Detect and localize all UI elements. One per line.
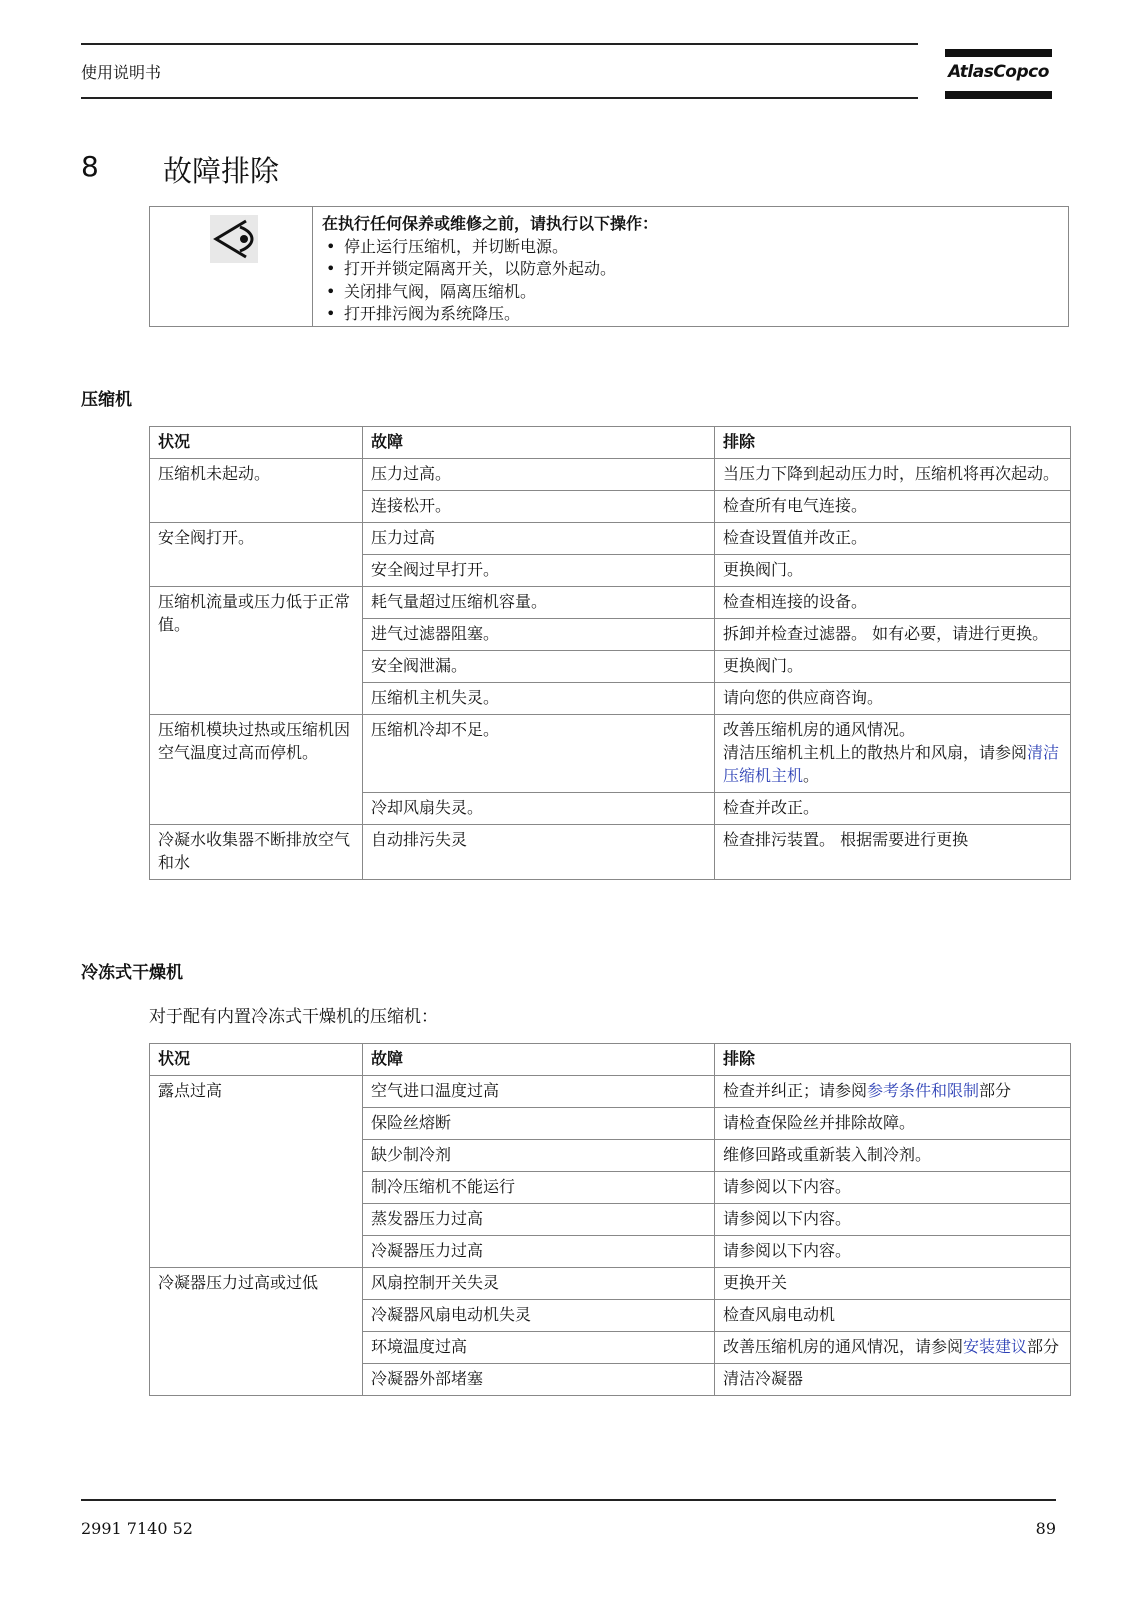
- table-row: [150, 1268, 1071, 1300]
- fault-cell: 连接松开。: [363, 491, 715, 523]
- fault-cell: 缺少制冷剂: [363, 1140, 715, 1172]
- remedy-line: 改善压缩机房的通风情况。: [723, 720, 916, 739]
- table-header-row: [150, 427, 1071, 459]
- logo-text: AtlasCopco: [948, 62, 1049, 82]
- remedy-cell: [715, 715, 1071, 793]
- table-row: [150, 459, 1071, 491]
- table-row: [150, 1076, 1071, 1108]
- fault-cell: 安全阀泄漏。: [363, 651, 715, 683]
- link-clean-compressor-element[interactable]: 清洁压缩机主机: [723, 743, 1060, 785]
- safety-step: • 打开排污阀为系统降压。: [344, 303, 658, 326]
- column-header-condition: 状况: [150, 1044, 363, 1076]
- safety-notice-text: [322, 213, 658, 326]
- remedy-cell: 检查所有电气连接。: [715, 491, 1071, 523]
- remedy-cell: 清洁冷凝器: [715, 1364, 1071, 1396]
- condition-cell: 压缩机模块过热或压缩机因空气温度过高而停机。: [150, 715, 363, 825]
- remedy-cell: [715, 1076, 1071, 1108]
- safety-notice-box: [149, 206, 1069, 327]
- logo-bottom-bar: [945, 91, 1052, 99]
- remedy-text: 部分: [1027, 1337, 1060, 1356]
- remedy-text: 检查并纠正；请参阅: [723, 1081, 868, 1100]
- section-title-compressor: 压缩机: [81, 390, 132, 410]
- condition-cell: 露点过高: [150, 1076, 363, 1268]
- remedy-cell: 请参阅以下内容。: [715, 1172, 1071, 1204]
- chapter-number: 8: [81, 150, 99, 183]
- remedy-cell: 检查排污装置。 根据需要进行更换: [715, 825, 1071, 880]
- safety-step: • 关闭排气阀，隔离压缩机。: [344, 281, 658, 304]
- remedy-cell: 更换阀门。: [715, 555, 1071, 587]
- fault-cell: 压缩机主机失灵。: [363, 683, 715, 715]
- warning-eye-icon: [210, 215, 258, 263]
- fault-cell: 耗气量超过压缩机容量。: [363, 587, 715, 619]
- remedy-text: 。: [803, 766, 820, 785]
- condition-cell: 冷凝水收集器不断排放空气和水: [150, 825, 363, 880]
- logo-top-bar: [945, 49, 1052, 57]
- fault-cell: 空气进口温度过高: [363, 1076, 715, 1108]
- header-bottom-rule: [81, 97, 918, 99]
- column-header-condition: 状况: [150, 427, 363, 459]
- remedy-cell: 检查相连接的设备。: [715, 587, 1071, 619]
- remedy-cell: 维修回路或重新装入制冷剂。: [715, 1140, 1071, 1172]
- condition-cell: 压缩机流量或压力低于正常值。: [150, 587, 363, 715]
- remedy-text: 部分: [979, 1081, 1012, 1100]
- table-row: [150, 523, 1071, 555]
- remedy-cell: 请检查保险丝并排除故障。: [715, 1108, 1071, 1140]
- document-number: 2991 7140 52: [81, 1519, 193, 1538]
- remedy-cell: 检查风扇电动机: [715, 1300, 1071, 1332]
- remedy-cell: 拆卸并检查过滤器。 如有必要，请进行更换。: [715, 619, 1071, 651]
- page-number: 89: [1035, 1519, 1056, 1538]
- table-row: [150, 715, 1071, 793]
- dryer-intro-text: 对于配有内置冷冻式干燥机的压缩机：: [149, 1007, 438, 1027]
- safety-step: • 打开并锁定隔离开关，以防意外起动。: [344, 258, 658, 281]
- compressor-troubleshooting-table: [149, 426, 1071, 880]
- fault-cell: 冷凝器风扇电动机失灵: [363, 1300, 715, 1332]
- chapter-title: 故障排除: [163, 154, 280, 188]
- remedy-cell: 请向您的供应商咨询。: [715, 683, 1071, 715]
- fault-cell: 冷凝器外部堵塞: [363, 1364, 715, 1396]
- remedy-cell: 更换阀门。: [715, 651, 1071, 683]
- safety-icon-cell: [150, 207, 313, 326]
- condition-cell: 压缩机未起动。: [150, 459, 363, 523]
- safety-notice-heading: 在执行任何保养或维修之前，请执行以下操作：: [322, 214, 659, 233]
- column-header-fault: 故障: [363, 1044, 715, 1076]
- remedy-cell: 检查并改正。: [715, 793, 1071, 825]
- fault-cell: 蒸发器压力过高: [363, 1204, 715, 1236]
- fault-cell: 压力过高。: [363, 459, 715, 491]
- safety-steps-list: [322, 236, 658, 326]
- fault-cell: 制冷压缩机不能运行: [363, 1172, 715, 1204]
- fault-cell: 冷却风扇失灵。: [363, 793, 715, 825]
- fault-cell: 保险丝熔断: [363, 1108, 715, 1140]
- fault-cell: 自动排污失灵: [363, 825, 715, 880]
- footer-rule: [81, 1499, 1056, 1501]
- link-installation-proposal[interactable]: 安装建议: [963, 1337, 1028, 1356]
- remedy-text: 改善压缩机房的通风情况，请参阅: [723, 1337, 964, 1356]
- table-header-row: [150, 1044, 1071, 1076]
- link-reference-conditions[interactable]: 参考条件和限制: [867, 1081, 980, 1100]
- remedy-cell: 当压力下降到起动压力时，压缩机将再次起动。: [715, 459, 1071, 491]
- fault-cell: 风扇控制开关失灵: [363, 1268, 715, 1300]
- fault-cell: 压力过高: [363, 523, 715, 555]
- safety-step: • 停止运行压缩机，并切断电源。: [344, 236, 658, 259]
- column-header-fault: 故障: [363, 427, 715, 459]
- header-top-rule: [81, 43, 918, 45]
- remedy-cell: 请参阅以下内容。: [715, 1236, 1071, 1268]
- fault-cell: 压缩机冷却不足。: [363, 715, 715, 793]
- dryer-troubleshooting-table: [149, 1043, 1071, 1396]
- column-header-remedy: 排除: [715, 1044, 1071, 1076]
- fault-cell: 安全阀过早打开。: [363, 555, 715, 587]
- remedy-text: 清洁压缩机主机上的散热片和风扇，请参阅: [723, 743, 1028, 762]
- fault-cell: 进气过滤器阻塞。: [363, 619, 715, 651]
- remedy-cell: [715, 1332, 1071, 1364]
- fault-cell: 环境温度过高: [363, 1332, 715, 1364]
- remedy-cell: 请参阅以下内容。: [715, 1204, 1071, 1236]
- condition-cell: 安全阀打开。: [150, 523, 363, 587]
- remedy-cell: 更换开关: [715, 1268, 1071, 1300]
- remedy-line: [723, 741, 1062, 787]
- section-title-dryer: 冷冻式干燥机: [81, 963, 183, 983]
- table-row: [150, 587, 1071, 619]
- condition-cell: 冷凝器压力过高或过低: [150, 1268, 363, 1396]
- atlas-copco-logo: [945, 49, 1052, 100]
- remedy-cell: 检查设置值并改正。: [715, 523, 1071, 555]
- fault-cell: 冷凝器压力过高: [363, 1236, 715, 1268]
- column-header-remedy: 排除: [715, 427, 1071, 459]
- table-row: [150, 825, 1071, 880]
- document-type-label: 使用说明书: [81, 63, 162, 82]
